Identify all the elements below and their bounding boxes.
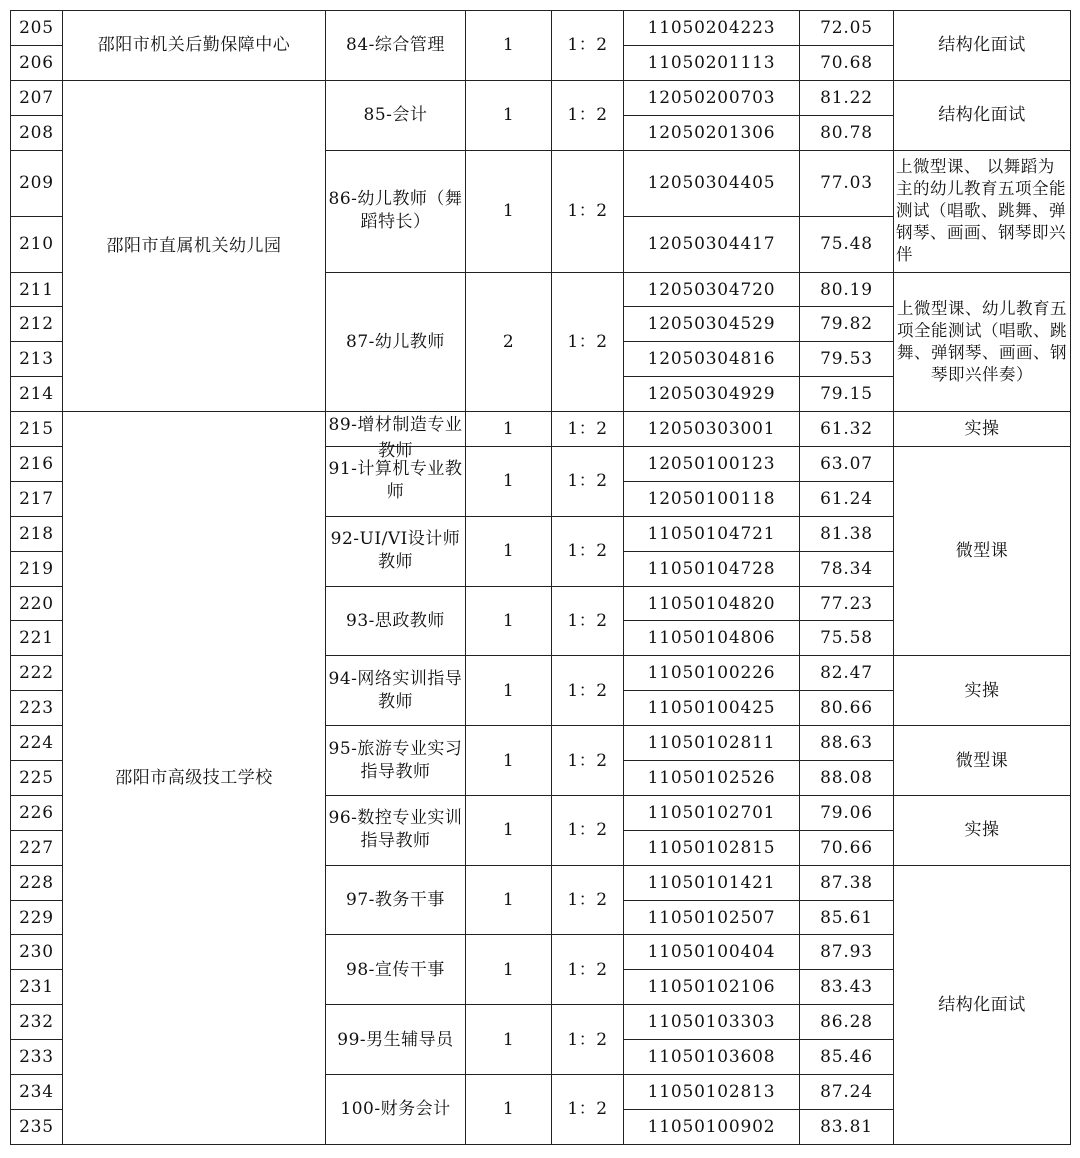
row-number: 222: [11, 656, 63, 691]
ticket-number: 12050304417: [624, 216, 800, 272]
ticket-number: 11050102813: [624, 1075, 800, 1110]
ticket-number: 11050104820: [624, 586, 800, 621]
position-count: 1: [466, 80, 552, 150]
position-name: 95-旅游专业实习指导教师: [326, 726, 466, 796]
position-count: 2: [466, 272, 552, 412]
ticket-number: 11050100404: [624, 935, 800, 970]
interview-ratio: 1：2: [552, 412, 624, 447]
position-name: 100-财务会计: [326, 1075, 466, 1145]
row-number: 221: [11, 621, 63, 656]
ticket-number: 11050204223: [624, 11, 800, 46]
row-number: 228: [11, 865, 63, 900]
ticket-number: 12050100118: [624, 481, 800, 516]
ticket-number: 11050102815: [624, 830, 800, 865]
row-number: 234: [11, 1075, 63, 1110]
position-name: 97-教务干事: [326, 865, 466, 935]
ticket-number: 12050304720: [624, 272, 800, 307]
written-score: 70.66: [800, 830, 894, 865]
position-count: 1: [466, 726, 552, 796]
position-count: 1: [466, 447, 552, 517]
row-number: 223: [11, 691, 63, 726]
ticket-number: 12050200703: [624, 80, 800, 115]
table-row: [11, 412, 1071, 447]
written-score: 70.68: [800, 45, 894, 80]
written-score: 72.05: [800, 11, 894, 46]
row-number: 215: [11, 412, 63, 447]
row-number: 233: [11, 1040, 63, 1075]
written-score: 80.78: [800, 115, 894, 150]
interview-ratio: 1：2: [552, 80, 624, 150]
ticket-number: 11050102507: [624, 900, 800, 935]
position-count: 1: [466, 865, 552, 935]
written-score: 80.19: [800, 272, 894, 307]
row-number: 229: [11, 900, 63, 935]
row-number: 210: [11, 216, 63, 272]
results-table-container: [10, 10, 1071, 1145]
row-number: 227: [11, 830, 63, 865]
written-score: 79.06: [800, 795, 894, 830]
ticket-number: 11050104728: [624, 551, 800, 586]
row-number: 209: [11, 150, 63, 216]
written-score: 63.07: [800, 447, 894, 482]
exam-method: 结构化面试: [894, 11, 1071, 81]
ticket-number: 12050304816: [624, 342, 800, 377]
ticket-number: 11050100902: [624, 1109, 800, 1144]
row-number: 206: [11, 45, 63, 80]
row-number: 218: [11, 516, 63, 551]
ticket-number: 11050102811: [624, 726, 800, 761]
position-count: 1: [466, 11, 552, 81]
position-count: 1: [466, 935, 552, 1005]
position-name: 96-数控专业实训指导教师: [326, 795, 466, 865]
ticket-number: 12050304405: [624, 150, 800, 216]
position-name: 92-UI/VI设计师教师: [326, 516, 466, 586]
position-name: 84-综合管理: [326, 11, 466, 81]
row-number: 225: [11, 761, 63, 796]
ticket-number: 11050104806: [624, 621, 800, 656]
position-name: 98-宣传干事: [326, 935, 466, 1005]
row-number: 207: [11, 80, 63, 115]
ticket-number: 11050102701: [624, 795, 800, 830]
interview-ratio: 1：2: [552, 1075, 624, 1145]
exam-method: 上微型课、 以舞蹈为主的幼儿教育五项全能测试（唱歌、跳舞、弹钢琴、画画、钢琴即兴伴: [894, 150, 1071, 272]
unit-name: 邵阳市高级技工学校: [63, 412, 326, 1145]
interview-ratio: 1：2: [552, 935, 624, 1005]
row-number: 211: [11, 272, 63, 307]
exam-method: 微型课: [894, 447, 1071, 656]
written-score: 77.03: [800, 150, 894, 216]
interview-ratio: 1：2: [552, 795, 624, 865]
written-score: 87.93: [800, 935, 894, 970]
written-score: 87.24: [800, 1075, 894, 1110]
interview-ratio: 1：2: [552, 11, 624, 81]
position-count: 1: [466, 412, 552, 447]
written-score: 75.48: [800, 216, 894, 272]
written-score: 83.43: [800, 970, 894, 1005]
ticket-number: 12050201306: [624, 115, 800, 150]
position-name: [326, 412, 466, 462]
unit-name: 邵阳市机关后勤保障中心: [63, 11, 326, 81]
written-score: 77.23: [800, 586, 894, 621]
position-name-text: 89-增材制造专业教师: [328, 415, 463, 462]
written-score: 83.81: [800, 1109, 894, 1144]
position-name: 86-幼儿教师（舞蹈特长）: [326, 150, 466, 272]
exam-method: 实操: [894, 795, 1071, 865]
interview-ratio: 1：2: [552, 726, 624, 796]
position-count: 1: [466, 586, 552, 656]
position-count: 1: [466, 150, 552, 272]
row-number: 231: [11, 970, 63, 1005]
written-score: 61.24: [800, 481, 894, 516]
position-count: 1: [466, 1075, 552, 1145]
written-score: 78.34: [800, 551, 894, 586]
interview-ratio: 1：2: [552, 272, 624, 412]
position-name: 94-网络实训指导教师: [326, 656, 466, 726]
ticket-number: 11050101421: [624, 865, 800, 900]
interview-ratio: 1：2: [552, 865, 624, 935]
ticket-number: 11050100425: [624, 691, 800, 726]
row-number: 217: [11, 481, 63, 516]
written-score: 80.66: [800, 691, 894, 726]
row-number: 219: [11, 551, 63, 586]
position-name: 85-会计: [326, 80, 466, 150]
table-row: [11, 11, 1071, 46]
row-number: 214: [11, 377, 63, 412]
position-name: 87-幼儿教师: [326, 272, 466, 412]
row-number: 235: [11, 1109, 63, 1144]
ticket-number: 12050304929: [624, 377, 800, 412]
written-score: 61.32: [800, 412, 894, 447]
interview-ratio: 1：2: [552, 656, 624, 726]
ticket-number: 12050303001: [624, 412, 800, 447]
ticket-number: 12050100123: [624, 447, 800, 482]
written-score: 88.08: [800, 761, 894, 796]
position-name: 91-计算机专业教师: [326, 447, 466, 517]
interview-ratio: 1：2: [552, 150, 624, 272]
ticket-number: 11050102526: [624, 761, 800, 796]
row-number: 216: [11, 447, 63, 482]
row-number: 212: [11, 307, 63, 342]
interview-ratio: 1：2: [552, 586, 624, 656]
unit-name: 邵阳市直属机关幼儿园: [63, 80, 326, 411]
exam-method: 上微型课、幼儿教育五项全能测试（唱歌、跳舞、弹钢琴、画画、钢琴即兴伴奏）: [894, 272, 1071, 412]
written-score: 85.61: [800, 900, 894, 935]
row-number: 213: [11, 342, 63, 377]
ticket-number: 11050201113: [624, 45, 800, 80]
row-number: 205: [11, 11, 63, 46]
exam-method: 微型课: [894, 726, 1071, 796]
interview-results-table: [10, 10, 1071, 1145]
position-name: 99-男生辅导员: [326, 1005, 466, 1075]
row-number: 220: [11, 586, 63, 621]
ticket-number: 12050304529: [624, 307, 800, 342]
written-score: 85.46: [800, 1040, 894, 1075]
written-score: 88.63: [800, 726, 894, 761]
position-count: 1: [466, 1005, 552, 1075]
position-count: 1: [466, 795, 552, 865]
table-row: [11, 80, 1071, 115]
exam-method: 实操: [894, 412, 1071, 447]
interview-ratio: 1：2: [552, 1005, 624, 1075]
exam-method: 结构化面试: [894, 865, 1071, 1144]
written-score: 79.82: [800, 307, 894, 342]
written-score: 75.58: [800, 621, 894, 656]
ticket-number: 11050103608: [624, 1040, 800, 1075]
ticket-number: 11050102106: [624, 970, 800, 1005]
exam-method: 结构化面试: [894, 80, 1071, 150]
row-number: 230: [11, 935, 63, 970]
ticket-number: 11050100226: [624, 656, 800, 691]
row-number: 226: [11, 795, 63, 830]
position-count: 1: [466, 516, 552, 586]
written-score: 79.15: [800, 377, 894, 412]
position-name: 93-思政教师: [326, 586, 466, 656]
ticket-number: 11050103303: [624, 1005, 800, 1040]
written-score: 87.38: [800, 865, 894, 900]
written-score: 86.28: [800, 1005, 894, 1040]
position-count: 1: [466, 656, 552, 726]
row-number: 208: [11, 115, 63, 150]
interview-ratio: 1：2: [552, 516, 624, 586]
written-score: 82.47: [800, 656, 894, 691]
ticket-number: 11050104721: [624, 516, 800, 551]
written-score: 81.38: [800, 516, 894, 551]
row-number: 232: [11, 1005, 63, 1040]
interview-ratio: 1：2: [552, 447, 624, 517]
written-score: 79.53: [800, 342, 894, 377]
exam-method: 实操: [894, 656, 1071, 726]
written-score: 81.22: [800, 80, 894, 115]
row-number: 224: [11, 726, 63, 761]
